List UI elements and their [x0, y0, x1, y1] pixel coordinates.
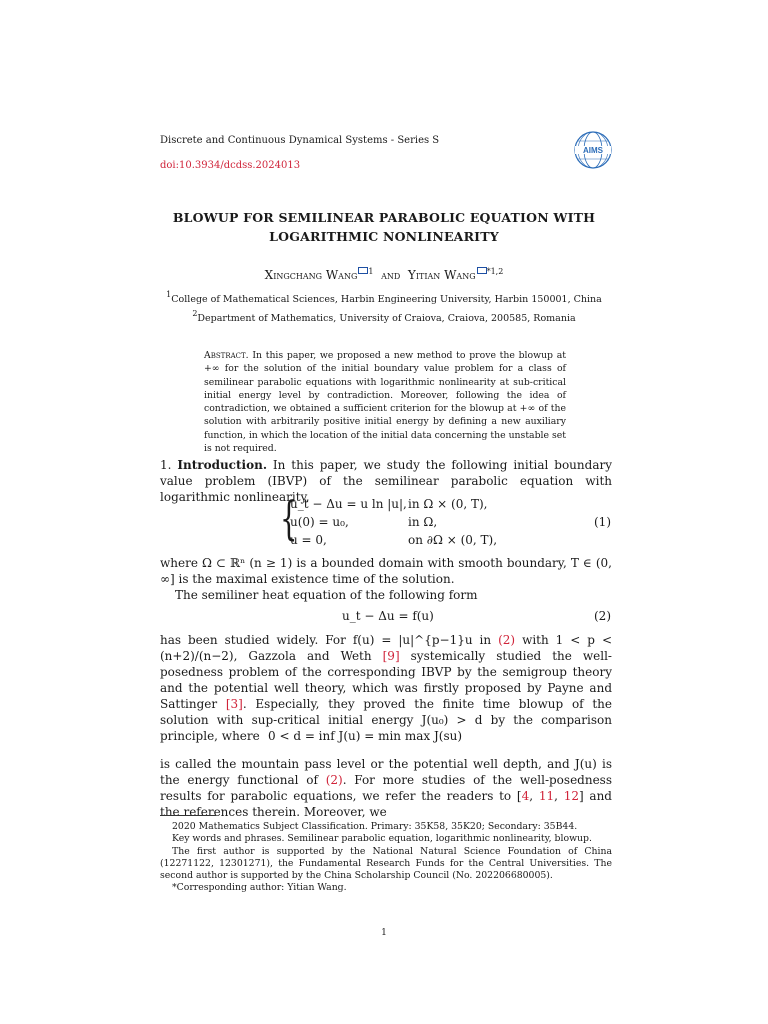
- footnote-keywords: Key words and phrases. Semilinear parabolic equation, logarithmic nonlinearity, blowup.: [172, 833, 592, 845]
- footnotes: [160, 821, 612, 895]
- affiliation-2: $^2$Department of Mathematics, University of Craiova, Craiova, 200585, Romania: [192, 309, 576, 324]
- footnote-rule: [160, 815, 216, 816]
- author-1: Xingchang Wang: [264, 268, 358, 282]
- abstract: [204, 349, 566, 455]
- intro-paragraph-2: where Ω ⊂ ℝⁿ (n ≥ 1) is a bounded domain with smooth boundary, T ∈ (0, ∞] is the maximal existence time of the solution.: [160, 556, 612, 586]
- system-row-2-equation: u(0) = u₀,: [290, 515, 349, 529]
- ref-11[interactable]: 11: [538, 789, 555, 803]
- title-line-1: BLOWUP FOR SEMILINEAR PARABOLIC EQUATION WITH: [172, 210, 596, 225]
- email-icon[interactable]: [477, 267, 487, 274]
- equation-number-2: (2): [594, 609, 611, 623]
- system-row-1-domain: in Ω × (0, T),: [408, 497, 488, 511]
- abstract-text: In this paper, we proposed a new method to prove the blowup at +∞ for the solution of the initial boundary value problem for a class of semilinear parabolic equations with logarithmic nonlinearity at sub-critical initial energy level by contradiction. Moreover, following the idea of contradiction, we obtained a sufficient criterion for the blowup at +∞ of the solution with arbitrarily positive initial energy by defining a new auxiliary function, in which the location of the initial data concerning the unstable set is not required.: [204, 350, 566, 455]
- doi-link[interactable]: doi:10.3934/dcdss.2024013: [160, 160, 301, 171]
- footnote-funding: The first author is supported by the National Natural Science Foundation of China (12271122, 12301271), the Fundamental Research Funds for the Central Universities. The second author is supported by the China Scholarship Council (No. 202206680005).: [160, 845, 612, 882]
- ref-eq-2[interactable]: (2): [498, 633, 516, 647]
- system-row-2-domain: in Ω,: [408, 515, 438, 529]
- intro-paragraph-4: has been studied widely. For f(u) = |u|^{p−1}u in (2) with 1 < p < (n+2)/(n−2), Gazzola and Weth [9] systemically studied the well-posedness problem of the corresponding IBVP by the semigroup theory and the potential well theory, which was firstly proposed by Payne and Sattinger [3]. Especially, they proved the finite time blowup of the solution with sup-critical initial energy J(u₀) > d by the comparison principle, where: [160, 633, 612, 743]
- equation-number-1: (1): [594, 515, 611, 529]
- ref-9[interactable]: [9]: [382, 649, 400, 663]
- author-2-sup: *1,2: [486, 267, 504, 276]
- ref-12[interactable]: 12: [563, 789, 579, 803]
- footnote-msc: 2020 Mathematics Subject Classification. Primary: 35K58, 35K20; Secondary: 35B44.: [172, 821, 578, 832]
- paper-title: [120, 208, 648, 246]
- ref-4[interactable]: 4: [521, 789, 530, 803]
- author-1-sup: 1: [368, 267, 374, 276]
- section-title: Introduction.: [177, 458, 267, 472]
- title-line-2: LOGARITHMIC NONLINEARITY: [269, 229, 499, 244]
- logo-text: AIMS: [583, 146, 603, 155]
- email-icon[interactable]: [358, 267, 368, 274]
- affiliation-1: $^1$College of Mathematical Sciences, Harbin Engineering University, Harbin 150001, China: [166, 290, 602, 305]
- abstract-label: Abstract.: [204, 350, 249, 361]
- journal-name: Discrete and Continuous Dynamical Systems - Series S: [160, 135, 440, 146]
- authors-and: and: [381, 268, 401, 282]
- system-row-3-equation: u = 0,: [290, 533, 327, 547]
- author-line: [120, 268, 648, 282]
- system-brace: {: [280, 491, 298, 545]
- intro-paragraph-3: The semiliner heat equation of the following form: [175, 588, 478, 602]
- page-number: 1: [381, 928, 387, 938]
- intro-paragraph-5: is called the mountain pass level or the potential well depth, and J(u) is the energy functional of (2). For more studies of the well-posedness results for parabolic equations, we refer the readers to [4, 11, 12] and the references therein. Moreover, we: [160, 757, 612, 819]
- system-row-3-domain: on ∂Ω × (0, T),: [408, 533, 498, 547]
- system-row-1-equation: u_t − Δu = u ln |u|,: [290, 497, 407, 511]
- equation-2: u_t − Δu = f(u): [342, 609, 434, 623]
- footnote-corresponding: *Corresponding author: Yitian Wang.: [172, 882, 347, 894]
- aims-logo: [572, 130, 614, 170]
- author-2: Yitian Wang: [407, 268, 476, 282]
- ref-3[interactable]: [3]: [225, 697, 243, 711]
- ref-eq-2b[interactable]: (2): [325, 773, 343, 787]
- equation-3: 0 < d = inf J(u) = min max J(su): [268, 729, 463, 743]
- intro-paragraph-1: 1. Introduction. In this paper, we study the following initial boundary value problem (IBVP) of the semilinear parabolic equation with logarithmic nonlinearity,: [160, 458, 612, 504]
